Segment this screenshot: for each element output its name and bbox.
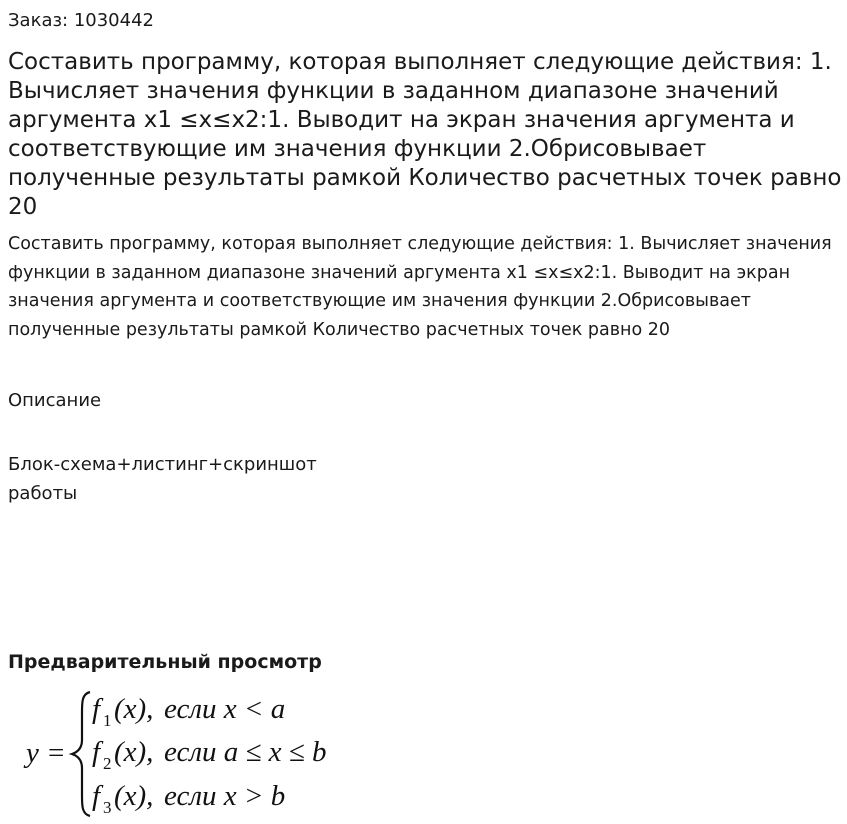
case-1-func: f xyxy=(92,693,101,725)
description-heading: Описание xyxy=(8,390,102,411)
case-2-func: f xyxy=(92,736,101,768)
preview-formula xyxy=(18,684,378,820)
page-title: Составить программу, которая выполняет следующие действия: 1. Вычисляет значения функции в заданном диапазоне значений аргумента x1 ≤x≤x2:1. Выводит на экран значения аргумента и соответствующие им значения функции 2.Обрисовывает полученные результаты рамкой Количество расчетных точек равно 20 xyxy=(8,49,842,220)
case-3-sub: 3 xyxy=(103,798,112,817)
preview-heading: Предварительный просмотр xyxy=(8,651,322,673)
case-2-sub: 2 xyxy=(103,754,112,773)
case-1-arg: (x), xyxy=(114,693,154,725)
case-2-cond: если a ≤ x ≤ b xyxy=(164,736,327,768)
case-3-cond: если x > b xyxy=(164,780,286,812)
formula-lhs: y = xyxy=(26,737,66,769)
formula-image xyxy=(18,684,378,820)
case-2-arg: (x), xyxy=(114,736,154,768)
task-description: Составить программу, которая выполняет следующие действия: 1. Вычисляет значения функции в заданном диапазоне значений аргумента x1 ≤x≤x2:1. Выводит на экран значения аргумента и соответствующие им значения функции 2.Обрисовывает полученные результаты рамкой Количество расчетных точек равно 20 xyxy=(8,234,832,341)
order-number: Заказ: 1030442 xyxy=(8,10,154,31)
case-1-sub: 1 xyxy=(103,711,112,730)
case-3-arg: (x), xyxy=(114,780,154,812)
description-body: Блок-схема+листинг+скриншот работы xyxy=(8,454,317,504)
formula-brace xyxy=(72,692,90,816)
case-3-func: f xyxy=(92,780,101,812)
case-1-cond: если x < a xyxy=(164,693,286,725)
